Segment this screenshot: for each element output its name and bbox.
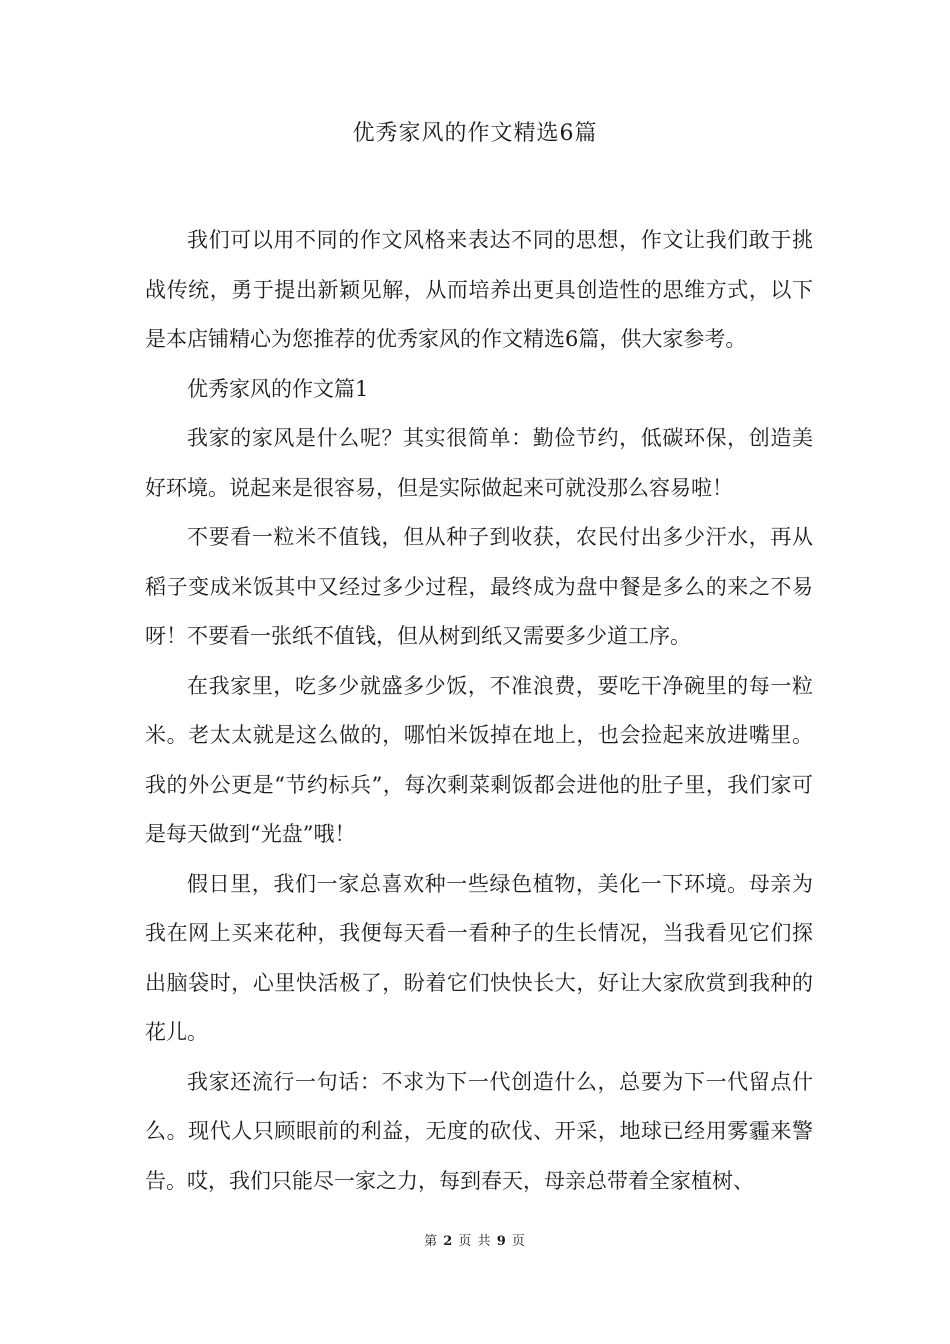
footer-prefix: 第: [424, 1234, 439, 1249]
total-page-number: 9: [496, 1234, 507, 1249]
page-footer: [0, 1232, 950, 1252]
paragraph-intro: 我们可以用不同的作文风格来表达不同的思想，作文让我们敢于挑战传统，勇于提出新颖见解，从而培养出更具创造性的思维方式，以下是本店铺精心为您推荐的优秀家风的作文精选6篇，供大家参考。: [145, 228, 813, 351]
paragraph: 我家还流行一句话：不求为下一代创造什么，总要为下一代留点什么。现代人只顾眼前的利益，无度的砍伐、开采，地球已经用雾霾来警告。哎，我们只能尽一家之力，每到春天，母亲总带着全家植树、: [145, 1069, 813, 1193]
paragraph: 假日里，我们一家总喜欢种一些绿色植物，美化一下环境。母亲为我在网上买来花种，我便每天看一看种子的生长情况，当我看见它们探出脑袋时，心里快活极了，盼着它们快快长大，好让大家欣赏到我种的花儿。: [145, 871, 813, 1044]
footer-middle: 页 共: [458, 1234, 492, 1249]
document-body: [145, 216, 813, 1206]
paragraph: 不要看一粒米不值钱，但从种子到收获，农民付出多少汗水，再从稻子变成米饭其中又经过多少过程，最终成为盘中餐是多么的来之不易呀！不要看一张纸不值钱，但从树到纸又需要多少道工序。: [145, 525, 813, 648]
footer-suffix: 页: [511, 1234, 526, 1249]
current-page-number: 2: [443, 1234, 454, 1249]
section-heading: 优秀家风的作文篇1: [187, 376, 369, 401]
paragraph: 我家的家风是什么呢？其实很简单：勤俭节约，低碳环保，创造美好环境。说起来是很容易，但是实际做起来可就没那么容易啦！: [145, 426, 813, 500]
document-title: 优秀家风的作文精选6篇: [352, 121, 598, 146]
paragraph: 在我家里，吃多少就盛多少饭，不准浪费，要吃干净碗里的每一粒米。老太太就是这么做的，哪怕米饭掉在地上，也会捡起来放进嘴里。我的外公更是“节约标兵”，每次剩菜剩饭都会进他的肚子里，我们家可是每天做到“光盘”哦！: [145, 673, 813, 846]
